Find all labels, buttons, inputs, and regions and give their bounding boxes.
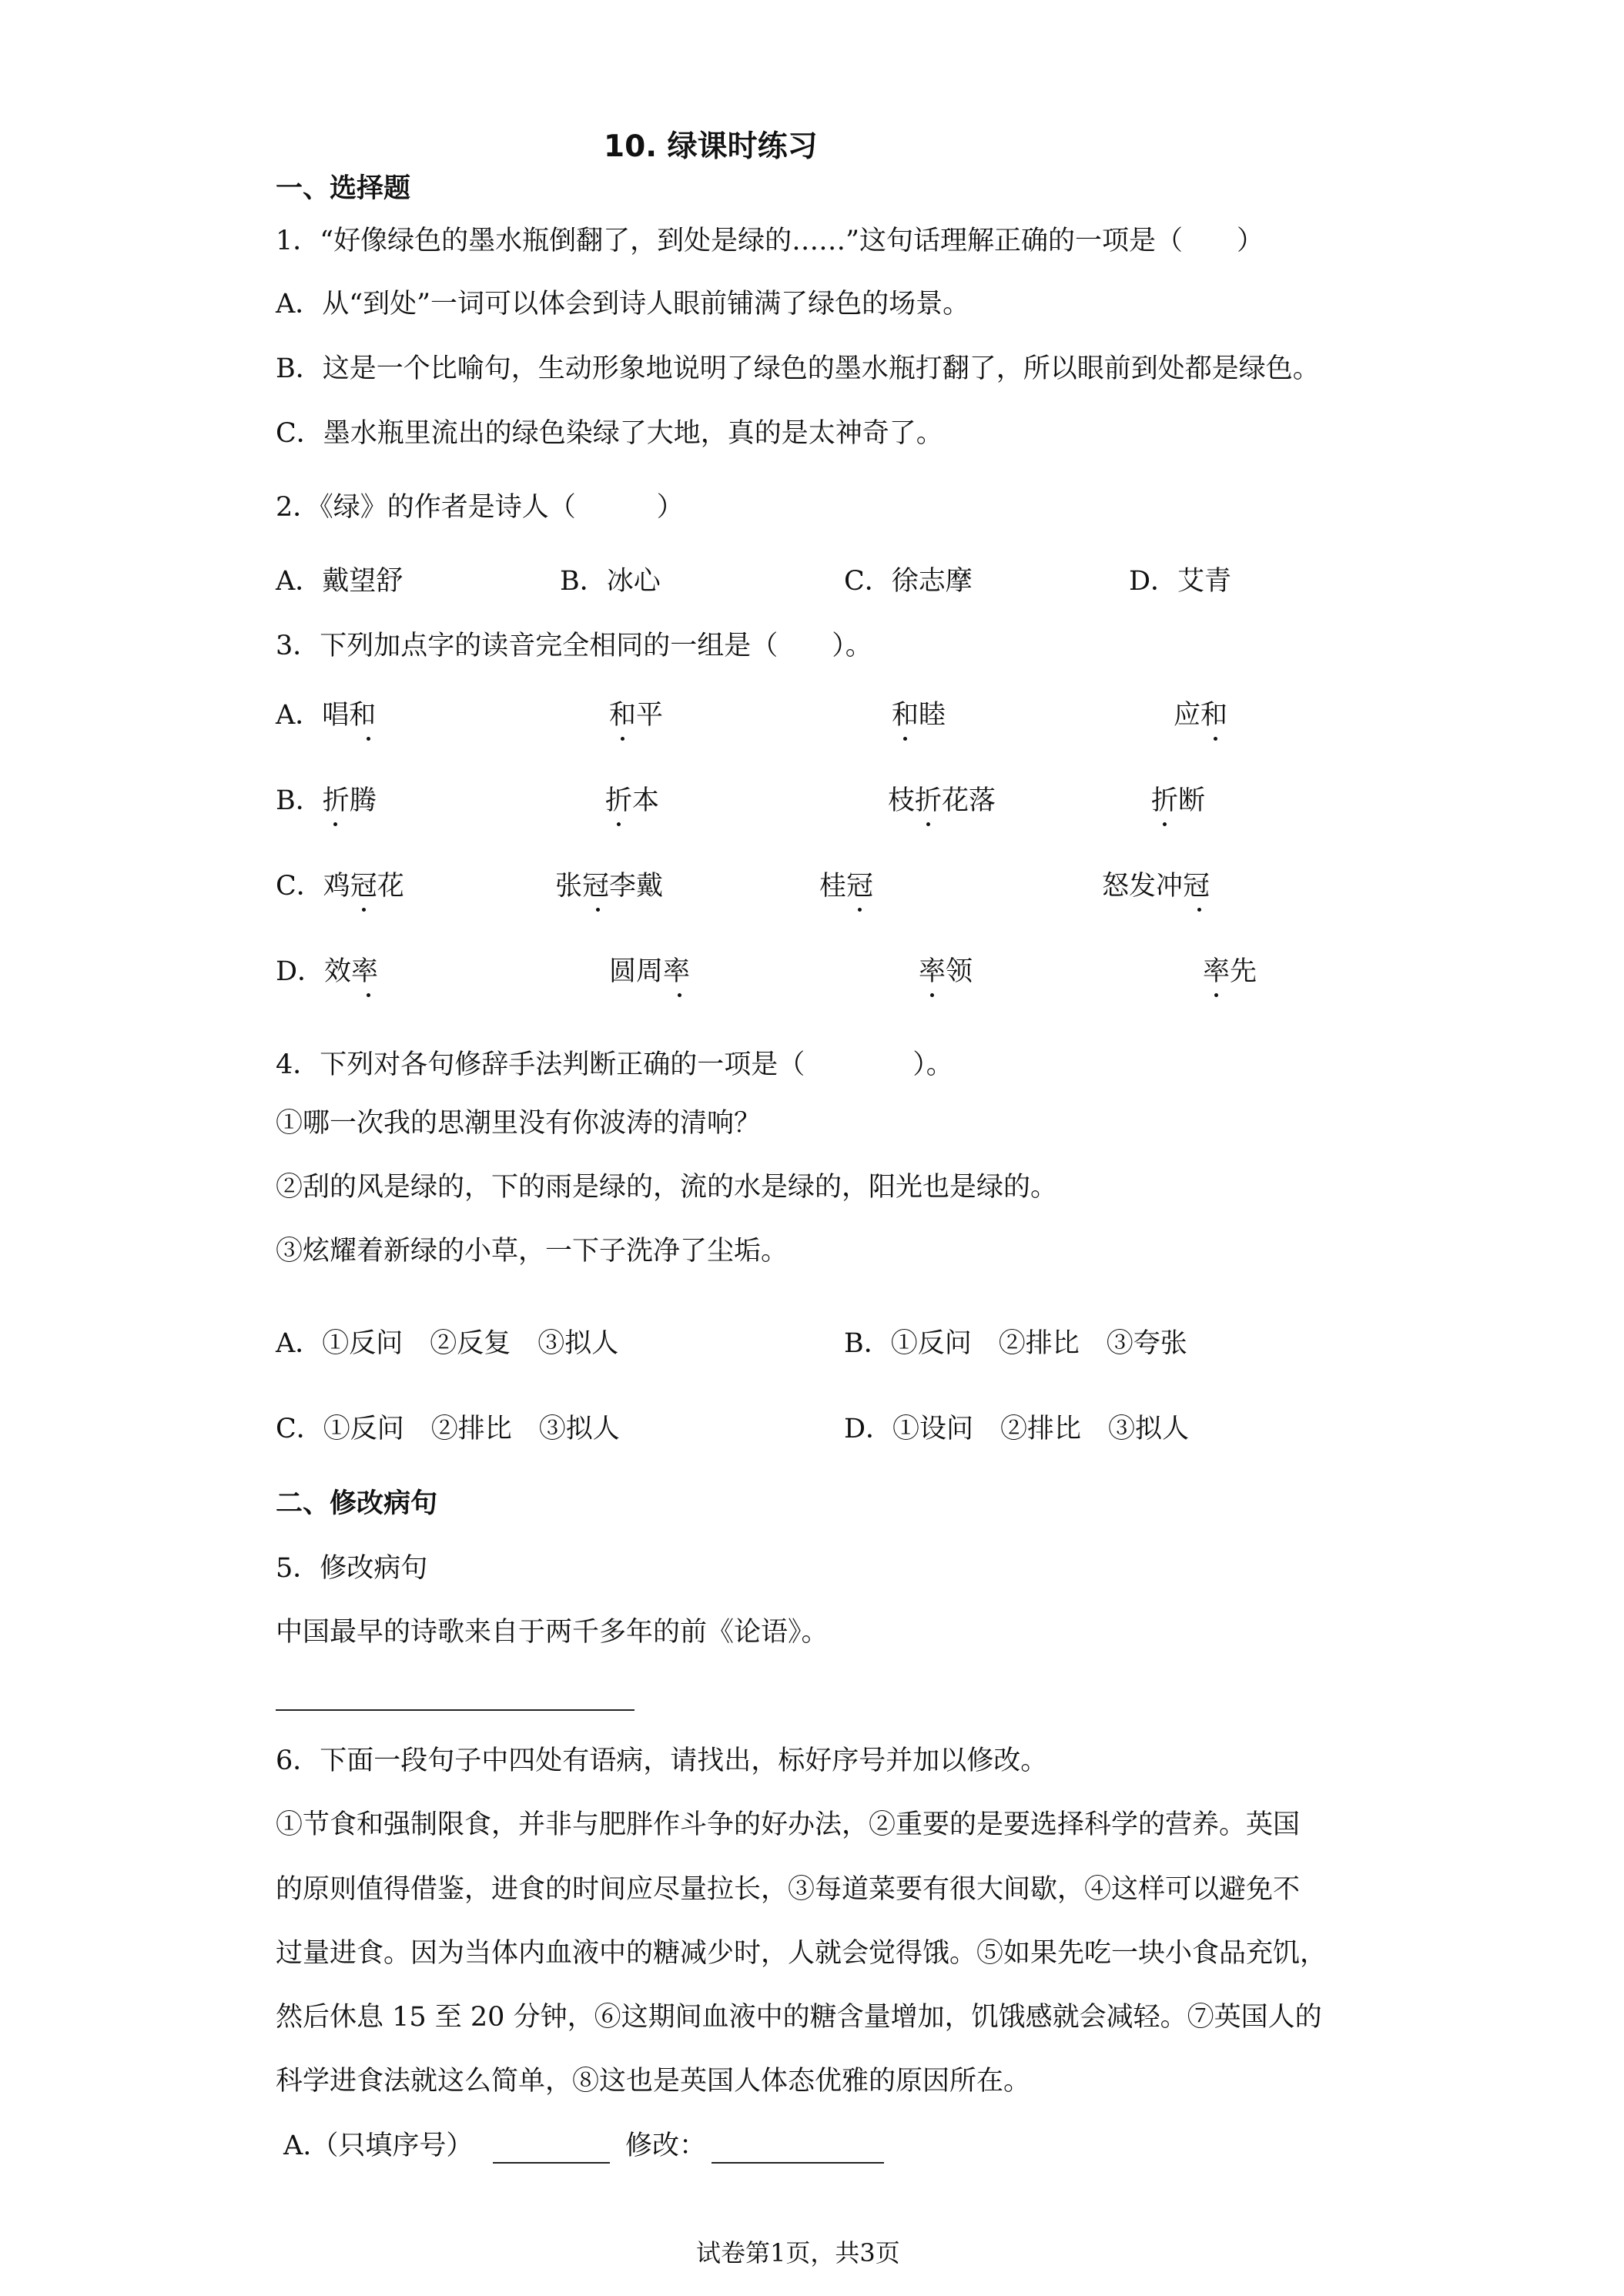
- question-3-c-word-4: 怒发冲冠: [1102, 871, 1210, 902]
- question-5-stem: 5．修改病句: [276, 1553, 428, 1584]
- page-footer: 试卷第1页，共3页: [696, 2238, 900, 2268]
- answer-blank-correction[interactable]: [712, 2162, 884, 2164]
- answer-blank-serial[interactable]: [493, 2162, 610, 2164]
- emphasis-dot: [903, 737, 907, 741]
- question-3-a-word-1: A．唱和: [276, 700, 377, 731]
- question-2-option-c: C．徐志摩: [844, 566, 973, 597]
- emphasis-dot: [930, 993, 934, 997]
- question-3-c-word-2: 张冠李戴: [555, 871, 664, 902]
- emphasis-dot: [1214, 993, 1218, 997]
- question-4-sentence-3: ③炫耀着新绿的小草，一下子洗净了尘垢。: [276, 1236, 789, 1267]
- emphasis-dot: [333, 822, 337, 826]
- question-6-paragraph-line-1: ①节食和强制限食，并非与肥胖作斗争的好办法，②重要的是要选择科学的营养。英国: [276, 1809, 1301, 1840]
- question-6-paragraph-line-3: 过量进食。因为当体内血液中的糖减少时，人就会觉得饿。⑤如果先吃一块小食品充饥，: [276, 1938, 1328, 1969]
- emphasis-dot: [617, 822, 621, 826]
- emphasis-dot: [367, 993, 370, 997]
- question-2-option-a: A．戴望舒: [276, 566, 403, 597]
- emphasis-dot: [926, 822, 930, 826]
- question-3-a-word-3: 和睦: [892, 700, 946, 731]
- question-4-option-a: A．①反问 ②反复 ③拟人: [276, 1328, 619, 1359]
- emphasis-dot: [596, 908, 600, 912]
- answer-line[interactable]: [276, 1709, 635, 1711]
- question-1-option-a: A．从“到处”一词可以体会到诗人眼前铺满了绿色的场景。: [276, 289, 970, 320]
- emphasis-dot: [367, 737, 370, 741]
- question-3-b-word-4: 折断: [1151, 785, 1206, 816]
- question-6-paragraph-line-4: 然后休息 15 至 20 分钟，⑥这期间血液中的糖含量增加，饥饿感就会减轻。⑦英国人的: [276, 2002, 1322, 2033]
- emphasis-dot: [1214, 737, 1217, 741]
- question-6-paragraph-line-2: 的原则值得借鉴，进食的时间应尽量拉长，③每道菜要有很大间歇，④这样可以避免不: [276, 1874, 1301, 1905]
- emphasis-dot: [362, 908, 366, 912]
- question-2-option-d: D．艾青: [1129, 566, 1232, 597]
- question-3-d-word-2: 圆周率: [609, 956, 691, 987]
- emphasis-dot: [1197, 908, 1201, 912]
- question-6-paragraph-line-5: 科学进食法就这么简单，⑧这也是英国人体态优雅的原因所在。: [276, 2066, 1031, 2097]
- question-3-d-word-4: 率先: [1203, 956, 1257, 987]
- question-3-d-word-1: D．效率: [276, 956, 379, 987]
- question-1-stem: 1．“好像绿色的墨水瓶倒翻了，到处是绿的……”这句话理解正确的一项是（ ）: [276, 226, 1264, 256]
- question-3-c-word-1: C．鸡冠花: [276, 871, 404, 902]
- question-3-stem: 3．下列加点字的读音完全相同的一组是（ ）。: [276, 631, 872, 661]
- question-2-stem: 2．《绿》的作者是诗人（ ）: [276, 492, 684, 523]
- answer-label-serial: A.（只填序号）: [283, 2130, 474, 2161]
- question-4-option-c: C．①反问 ②排比 ③拟人: [276, 1414, 620, 1444]
- question-3-a-word-4: 应和: [1174, 700, 1228, 731]
- question-3-a-word-2: 和平: [609, 700, 664, 731]
- question-4-sentence-2: ②刮的风是绿的，下的雨是绿的，流的水是绿的，阳光也是绿的。: [276, 1172, 1058, 1203]
- question-4-sentence-1: ①哪一次我的思潮里没有你波涛的清响？: [276, 1108, 762, 1139]
- question-3-c-word-3: 桂冠: [819, 871, 874, 902]
- question-4-option-b: B．①反问 ②排比 ③夸张: [844, 1328, 1187, 1359]
- page-title: 10. 绿课时练习: [604, 129, 818, 164]
- question-6-stem: 6．下面一段句子中四处有语病，请找出，标好序号并加以修改。: [276, 1745, 1048, 1776]
- emphasis-dot: [858, 908, 862, 912]
- emphasis-dot: [678, 993, 681, 997]
- question-3-b-word-3: 枝折花落: [888, 785, 996, 816]
- emphasis-dot: [621, 737, 624, 741]
- question-1-option-c: C．墨水瓶里流出的绿色染绿了大地，真的是太神奇了。: [276, 418, 943, 449]
- question-4-stem: 4．下列对各句修辞手法判断正确的一项是（ ）。: [276, 1049, 953, 1080]
- question-3-b-word-2: 折本: [605, 785, 660, 816]
- question-2-option-b: B．冰心: [560, 566, 661, 597]
- answer-label-correction: 修改：: [625, 2130, 707, 2161]
- question-4-option-d: D．①设问 ②排比 ③拟人: [844, 1414, 1190, 1444]
- question-5-sentence: 中国最早的诗歌来自于两千多年的前《论语》。: [276, 1617, 829, 1648]
- question-3-d-word-3: 率领: [919, 956, 973, 987]
- question-3-b-word-1: B．折腾: [276, 785, 377, 816]
- section-heading-choice: 一、选择题: [276, 173, 411, 204]
- question-1-option-b: B．这是一个比喻句，生动形象地说明了绿色的墨水瓶打翻了，所以眼前到处都是绿色。: [276, 353, 1320, 384]
- section-heading-correction: 二、修改病句: [276, 1488, 438, 1519]
- emphasis-dot: [1163, 822, 1167, 826]
